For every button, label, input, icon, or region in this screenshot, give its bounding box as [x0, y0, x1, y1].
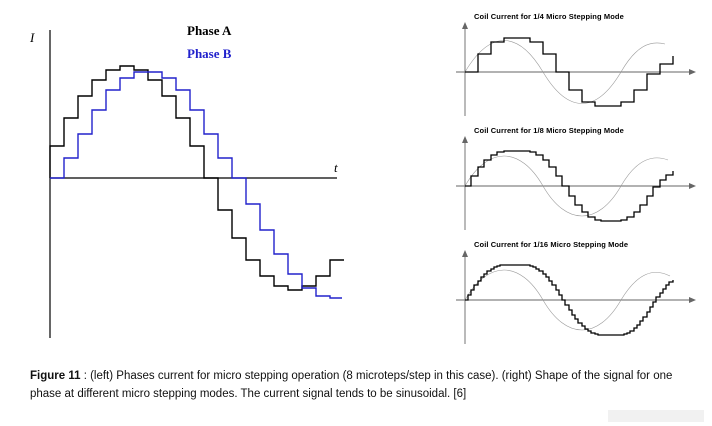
watermark-block	[608, 410, 704, 422]
legend-phase-a: Phase A	[187, 23, 232, 38]
panel-svg-quarter	[440, 12, 702, 122]
panel-y-arrow-icon	[462, 22, 468, 29]
y-axis-label: I	[30, 30, 35, 45]
panel-title-quarter: Coil Current for 1/4 Micro Stepping Mode	[474, 12, 624, 21]
panel-title-eighth: Coil Current for 1/8 Micro Stepping Mode	[474, 126, 624, 135]
panel-svg-sixteenth	[440, 240, 702, 350]
right-panel-sixteenth	[440, 240, 702, 352]
right-panel-quarter	[440, 12, 702, 124]
panel-x-arrow-icon	[689, 297, 696, 303]
figure-number: Figure 11	[30, 370, 81, 382]
panel-x-arrow-icon	[689, 183, 696, 189]
panel-svg-eighth	[440, 126, 702, 236]
right-plots	[440, 12, 702, 352]
panel-title-sixteenth: Coil Current for 1/16 Micro Stepping Mode	[474, 240, 629, 249]
panel-y-arrow-icon	[462, 250, 468, 257]
caption-text: : (left) Phases current for micro stepping operation (8 microteps/step in this case). (right) Shape of the signal for one phase at different micro stepping modes. The current signal tends to be sinusoidal. [6]	[30, 370, 673, 400]
figure-caption	[30, 368, 690, 404]
phase-b-waveform	[50, 72, 342, 298]
left-plot	[12, 8, 372, 353]
x-axis-label: t	[334, 160, 338, 175]
panel-y-arrow-icon	[462, 136, 468, 143]
right-panel-eighth	[440, 126, 702, 238]
legend-phase-b: Phase B	[187, 46, 232, 61]
panel-x-arrow-icon	[689, 69, 696, 75]
